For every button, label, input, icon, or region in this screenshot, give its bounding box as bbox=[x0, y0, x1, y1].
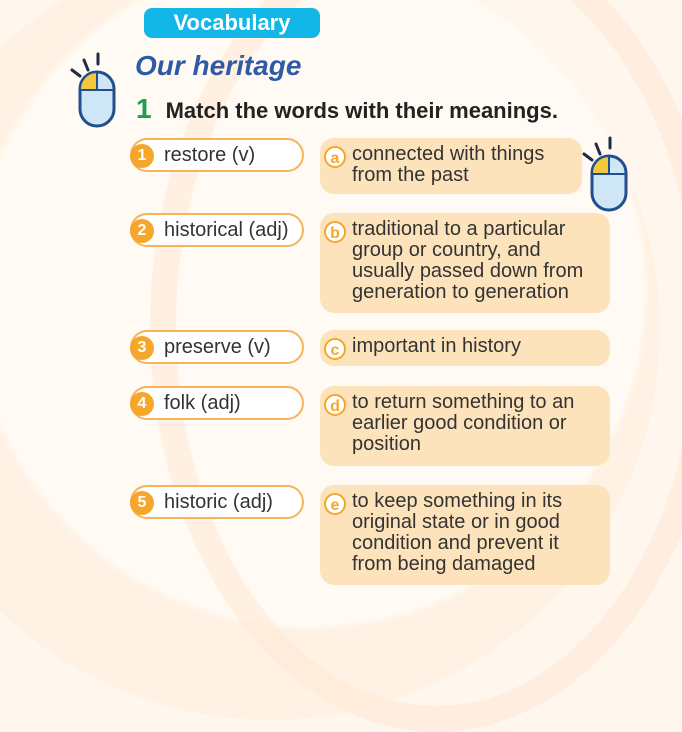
meaning-text: traditional to a particular group or country, and usually passed down from generation to generation bbox=[352, 218, 584, 303]
word-item bbox=[130, 213, 304, 247]
meaning-item bbox=[320, 138, 582, 194]
section-badge: Vocabulary bbox=[144, 8, 320, 38]
word-number: 3 bbox=[130, 336, 154, 360]
meaning-text: connected with things from the past bbox=[352, 143, 545, 186]
word-text: historical (adj) bbox=[164, 219, 289, 241]
mouse-icon[interactable] bbox=[66, 50, 126, 130]
exercise-number: 1 bbox=[136, 93, 152, 124]
meaning-item bbox=[320, 485, 610, 585]
meaning-text: to return something to an earlier good condition or position bbox=[352, 391, 575, 455]
word-item bbox=[130, 138, 304, 172]
meaning-item bbox=[320, 330, 610, 366]
word-item bbox=[130, 386, 304, 420]
meaning-letter: c bbox=[324, 338, 346, 360]
meaning-item bbox=[320, 386, 610, 466]
meaning-text: to keep something in its original state or in good condition and prevent it from being damaged bbox=[352, 490, 563, 575]
word-number: 4 bbox=[130, 392, 154, 416]
mouse-icon[interactable] bbox=[578, 134, 638, 214]
word-item bbox=[130, 485, 304, 519]
word-number: 2 bbox=[130, 219, 154, 243]
word-text: historic (adj) bbox=[164, 491, 273, 513]
exercise-instruction: Match the words with their meanings. bbox=[165, 98, 558, 123]
meaning-item bbox=[320, 213, 610, 313]
word-number: 5 bbox=[130, 491, 154, 515]
exercise-heading bbox=[136, 93, 558, 125]
meaning-letter: b bbox=[324, 221, 346, 243]
word-text: restore (v) bbox=[164, 144, 256, 166]
word-number: 1 bbox=[130, 144, 154, 168]
meaning-letter: d bbox=[324, 394, 346, 416]
meaning-text: important in history bbox=[352, 335, 521, 357]
section-subtitle: Our heritage bbox=[135, 50, 302, 81]
word-text: folk (adj) bbox=[164, 392, 241, 414]
meaning-letter: a bbox=[324, 146, 346, 168]
word-item bbox=[130, 330, 304, 364]
word-text: preserve (v) bbox=[164, 336, 271, 358]
meaning-letter: e bbox=[324, 493, 346, 515]
